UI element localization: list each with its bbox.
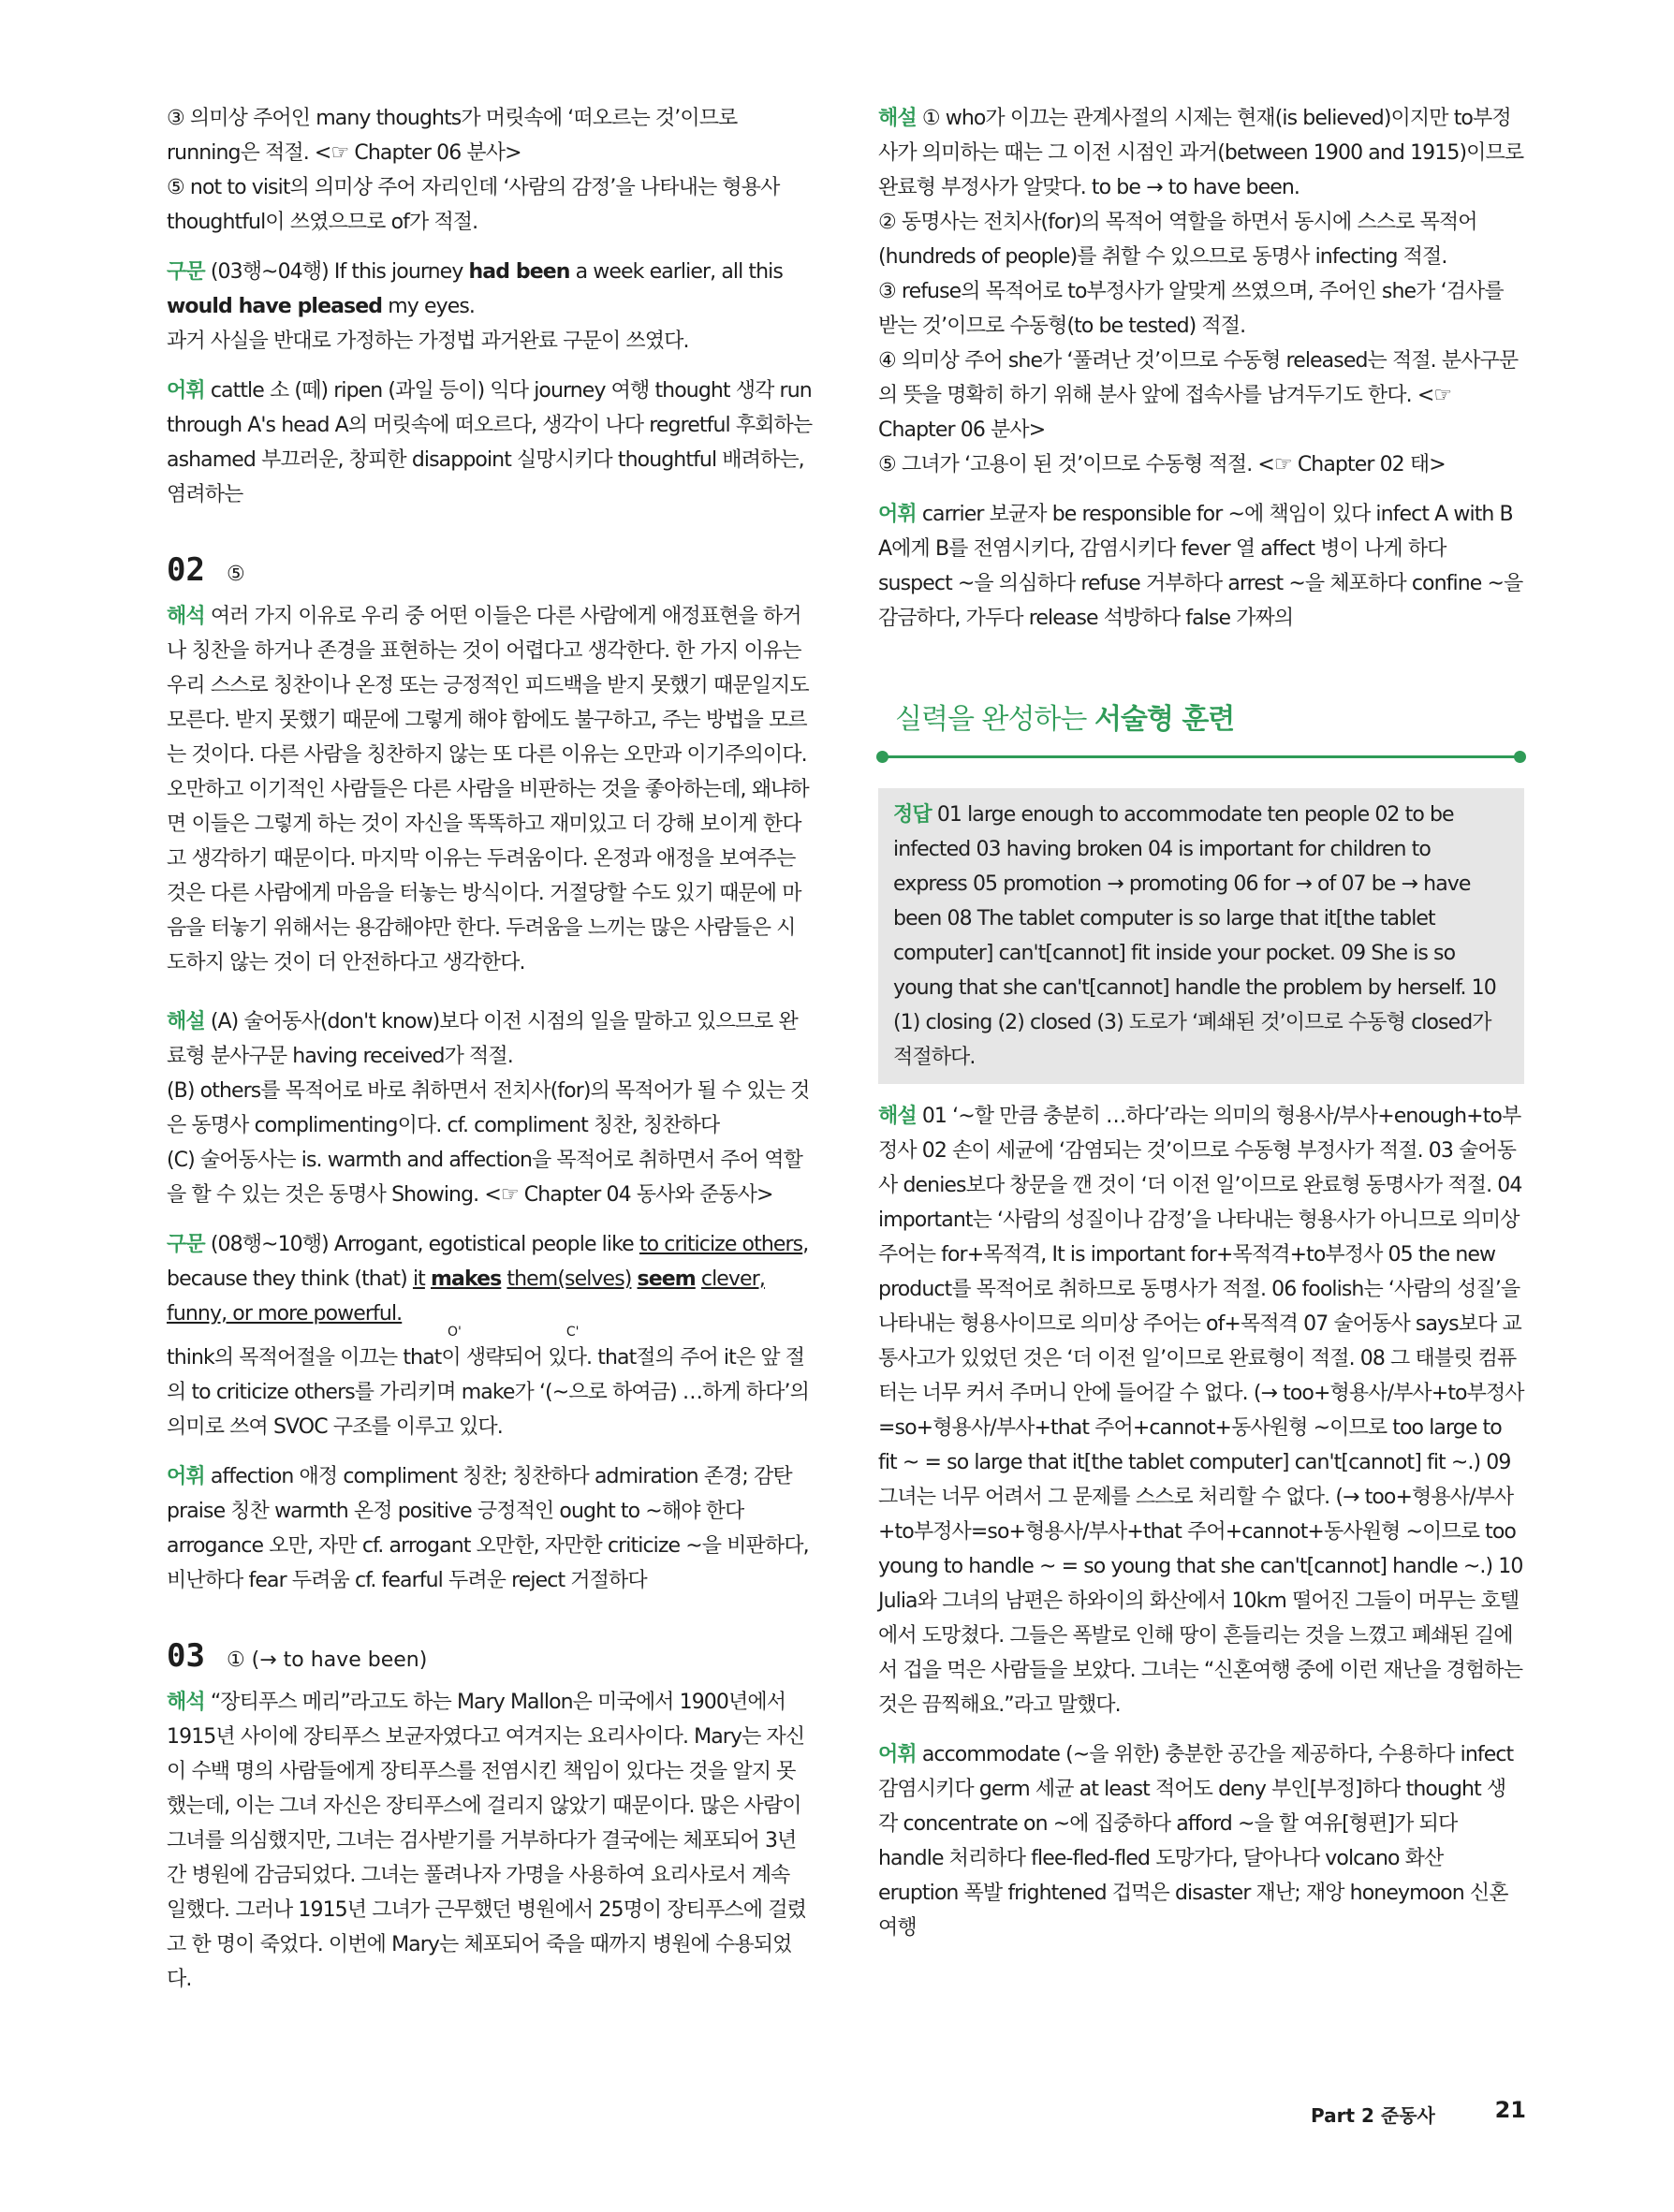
q02-heading [167,551,813,593]
q01-gumun: 구문 (03행~04행) If this journey had been a week earlier, all this would have pleased my eyes. [167,260,783,318]
q01-explanation-5: ⑤ not to visit의 의미상 주어 자리인데 ‘사람의 감정’을 나타내는 형용사 thoughtful이 쓰였으므로 of가 적절. [167,176,780,234]
divider-dot-right [1514,751,1526,763]
left-column [167,101,813,1997]
q02-vocab: 어휘 affection 애정 compliment 칭찬; 칭찬하다 admiration 존경; 감탄 praise 칭찬 warmth 온정 positive 긍정적인 ought to ~해야 한다 arrogance 오만, 자만 cf. arrogant 오만한, 자만한 criticize ~을 비판하다, 비난하다 fear 두려움 cf. fearful 두려운 reject 거절하다 [167,1465,809,1592]
page-footer [1311,2093,1526,2131]
q01-explanation-3: ③ 의미상 주어인 many thoughts가 머릿속에 ‘떠오르는 것’이므로 running은 적절. <☞ Chapter 06 분사> [167,107,738,165]
q03-heading [167,1637,813,1679]
q02-haeseok: 해석 여러 가지 이유로 우리 중 어떤 이들은 다른 사람에게 애정표현을 하거나 칭찬을 하거나 존경을 표현하는 것이 어렵다고 생각한다. 한 가지 이유는 우리 스스로 칭찬이나 온정 또는 긍정적인 피드백을 받지 못했기 때문일지도 모른다. 받지 못했기 때문에 그렇게 해야 함에도 불구하고, 주는 방법을 모르는 것이다. 다른 사람을 칭찬하지 않는 또 다른 이유는 오만과 이기주의이다. 오만하고 이기적인 사람들은 다른 사람을 비판하는 것을 좋아하는데, 왜냐하면 이들은 그렇게 하는 것이 자신을 똑똑하고 재미있고 더 강해 보이게 한다고 생각하기 때문이다. 마지막 이유는 두려움이다. 온정과 애정을 보여주는 것은 다른 사람에게 마음을 터놓는 방식이다. 거절당할 수도 있기 때문에 마음을 터놓기 위해서는 용감해야만 한다. 두려움을 느끼는 많은 사람들은 시도하지 않는 것이 더 안전하다고 생각한다. [167,605,809,974]
q02-haeseol-b: (B) others를 목적어로 바로 취하면서 전치사(for)의 목적어가 될 수 있는 것은 동명사 complimenting이다. cf. compliment 칭찬, 칭찬하다 [167,1079,810,1137]
q02-haeseol-c: (C) 술어동사는 is. warmth and affection을 목적어로 취하면서 주어 역할을 할 수 있는 것은 동명사 Showing. <☞ Chapter 04 동사와 준동사> [167,1149,802,1207]
q03-haeseol-3: ③ refuse의 목적어로 to부정사가 알맞게 쓰였으며, 주어인 she가 ‘검사를 받는 것’이므로 수동형(to be tested) 적절. [878,280,1504,338]
answer-tag: 정답 [893,803,932,827]
answer-box [878,788,1524,1084]
answer-vocab: 어휘 accommodate (~을 위한) 충분한 공간을 제공하다, 수용하다 infect 감염시키다 germ 세균 at least 적어도 deny 부인[부정]하다 thought 생각 concentrate on ~에 집중하다 afford ~을 할 여유[형편]가 되다 handle 처리하다 flee-fled-fled 도망가다, 달아나다 volcano 화산 eruption 폭발 frightened 겁먹은 disaster 재난; 재앙 honeymoon 신혼여행 [878,1743,1514,1940]
q03-number: 03 [167,1637,205,1675]
q02-haeseol-a: 해설 (A) 술어동사(don't know)보다 이전 시점의 일을 말하고 있으므로 완료형 분사구문 having received가 적절. [167,1010,798,1068]
q03-haeseol-1: 해설 ① who가 이끄는 관계사절의 시제는 현재(is believed)이지만 to부정사가 의미하는 때는 그 이전 시점인 과거(between 1900 and 1915)이므로 완료형 부정사가 알맞다. to be → to have been. [878,107,1524,199]
answer-text: 01 large enough to accommodate ten people 02 to be infected 03 having broken 04 is important for children to express 05 promotion → promoting 06 for → of 07 be → have been 08 The tablet computer is so large that it[the tablet computer] can't[cannot] fit inside your pocket. 09 She is so young that she can't[cannot] handle the problem by herself. 10 (1) closing (2) closed (3) 도로가 ‘폐쇄된 것’이므로 수동형 closed가 적절하다. [893,803,1496,1069]
footer-part-label: Part 2 준동사 [1311,2104,1435,2127]
q03-answer: ① (→ to have been) [226,1648,428,1672]
gumun-tag: 구문 [167,260,205,284]
q03-haeseok: 해석 “장티푸스 메리”라고도 하는 Mary Mallon은 미국에서 1900년에서 1915년 사이에 장티푸스 보균자였다고 여겨지는 요리사이다. Mary는 자신이 수백 명의 사람들에게 장티푸스를 전염시킨 책임이 있다는 것을 알지 못했는데, 이는 그녀 자신은 장티푸스에 걸리지 않았기 때문이다. 많은 사람이 그녀를 의심했지만, 그녀는 검사받기를 거부하다가 결국에는 체포되어 3년간 병원에 감금되었다. 그녀는 풀려나자 가명을 사용하여 요리사로서 계속 일했다. 그러나 1915년 그녀가 근무했던 병원에서 25명이 장티푸스에 걸렸고 한 명이 죽었다. 이번에 Mary는 체포되어 죽을 때까지 병원에 수용되었다. [167,1691,806,1991]
right-column [878,101,1524,1945]
q03-haeseol-5: ⑤ 그녀가 ‘고용이 된 것’이므로 수동형 적절. <☞ Chapter 02 태> [878,453,1446,476]
q01-vocab: 어휘 cattle 소 (떼) ripen (과일 등이) 익다 journey 여행 thought 생각 run through A's head A의 머릿속에 떠오르다, 생각이 나다 regretful 후회하는 ashamed 부끄러운, 창피한 disappoint 실망시키다 thoughtful 배려하는, 염려하는 [167,379,813,506]
q02-gumun-oc-labels: O' C' [448,1325,580,1340]
section-title: 실력을 완성하는 서술형 훈련 [895,703,1235,736]
q03-vocab: 어휘 carrier 보균자 be responsible for ~에 책임이 있다 infect A with B A에게 B를 전염시키다, 감염시키다 fever 열 affect 병이 나게 하다 suspect ~을 의심하다 refuse 거부하다 arrest ~을 체포하다 confine ~을 감금하다, 가두다 release 석방하다 false 가짜의 [878,503,1523,630]
q02-answer: ⑤ [226,563,245,586]
section-divider [878,755,1524,758]
answer-explanation: 해설 01 ‘~할 만큼 충분히 …하다’라는 의미의 형용사/부사+enough+to부정사 02 손이 세균에 ‘감염되는 것’이므로 수동형 부정사가 적절. 03 술어동사 denies보다 창문을 깬 것이 ‘더 이전 일’이므로 완료형 동명사가 적절. 04 important는 ‘사람의 성질이나 감정’을 나타내는 형용사가 아니므로 의미상 주어는 for+목적격, It is important for+목적격+to부정사 05 the new product를 목적어로 취하므로 동명사가 적절. 06 foolish는 ‘사람의 성질’을 나타내는 형용사이므로 의미상 주어는 of+목적격 07 술어동사 says보다 교통사고가 있었던 것은 ‘더 이전 일’이므로 완료형이 적절. 08 그 태블릿 컴퓨터는 너무 커서 주머니 안에 들어갈 수 없다. (→ too+형용사/부사+to부정사=so+형용사/부사+that 주어+cannot+동사원형 ~이므로 too large to fit ~ = so large that it[the tablet computer] can't[cannot] fit ~.) 09 그녀는 너무 어려서 그 문제를 스스로 처리할 수 없다. (→ too+형용사/부사+to부정사=so+형용사/부사+that 주어+cannot+동사원형 ~이므로 too young to handle ~ = so young that she can't[cannot] handle ~.) 10 Julia와 그녀의 남편은 하와이의 화산에서 10km 떨어진 그들이 머무는 호텔에서 도망쳤다. 그들은 폭발로 인해 땅이 흔들리는 것을 느꼈고 폐쇄된 길에서 겁을 먹은 사람들을 보았다. 그녀는 “신혼여행 중에 이런 재난을 경험하는 것은 끔찍해요.”라고 말했다. [878,1105,1524,1717]
q02-gumun-note: think의 목적어절을 이끄는 that이 생략되어 있다. that절의 주어 it은 앞 절의 to criticize others를 가리키며 make가 ‘(~으로 하여금) …하게 하다’의 의미로 쓰여 SVOC 구조를 이루고 있다. [167,1346,809,1439]
q03-haeseol-4: ④ 의미상 주어 she가 ‘풀려난 것’이므로 수동형 released는 적절. 분사구문의 뜻을 명확히 하기 위해 분사 앞에 접속사를 남겨두기도 한다. <☞ Chapter 06 분사> [878,349,1519,442]
q02-number: 02 [167,551,205,589]
q02-gumun: 구문 (08행~10행) Arrogant, egotistical people like to criticize others, because they think (that) it makes them(selves) seem clever, funny, or more powerful. [167,1233,809,1326]
q01-gumun-note: 과거 사실을 반대로 가정하는 가정법 과거완료 구문이 쓰였다. [167,330,689,353]
page-number: 21 [1494,2097,1526,2123]
q03-haeseol-2: ② 동명사는 전치사(for)의 목적어 역할을 하면서 동시에 스스로 목적어(hundreds of people)를 취할 수 있으므로 동명사 infecting 적절. [878,211,1477,269]
vocab-tag: 어휘 [167,379,205,403]
divider-dot-left [876,751,888,763]
